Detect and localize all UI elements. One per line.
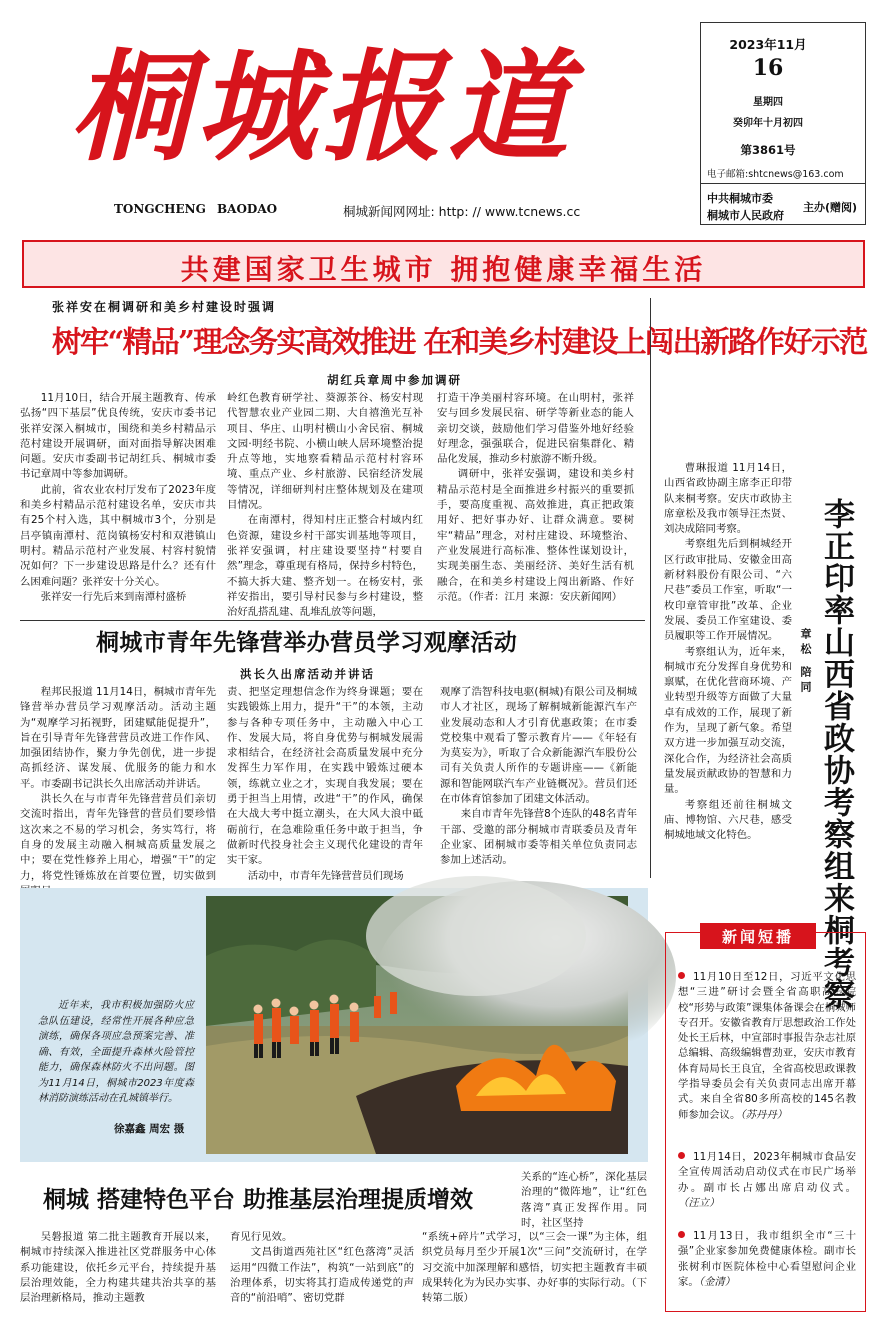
lead-column-2 [227,391,423,621]
youth-subhead: 洪长久出席活动并讲话 [240,667,375,681]
brief-2-author: （汪立） [678,1196,720,1209]
brief-1-text: 11月10日至12日，习近平文化思想“三进”研讨会暨全省高职高专院校“形势与政策”课集体备课会在桐城师专召开。安徽省教育厅思想政治工作处处长王后林，中宣部时事报告杂志社原总编辑、高级编辑曹劲亚，安庆市教育体育局局长王良宜，全省高校思政课教学指导委员会有关负责同志出席开幕式。来自全省80多所高校的145名教师参加会议。（苏丹丹） [678,971,856,1121]
masthead-pinyin-b: BAODAO [217,202,278,216]
lead-col1-para-2: 此前，省农业农村厅发布了2023年度和美乡村精品示范村建设名单，安庆市共有25个村入选，其中桐城市3个，分别是吕亭镇南潭村、范岗镇杨安村和双港镇山明村。精品示范村产业发展、村容村貌情况如何？下一步建设思路是什么？还有什么困难问题？张祥安十分关心。 [20,483,216,588]
sponsor-line-2: 桐城市人民政府 [707,209,784,222]
brief-item-2 [678,1150,856,1220]
youth-col3-para-2: 来自市青年先锋营8个连队的48名青年干部、受邀的部分桐城市青联委员及青年企业家、团桐城市委等相关单位负责同志参加上述活动。 [440,808,637,867]
youth-col1-para-2: 洪长久在与市青年先锋营营员们亲切交流时指出，青年先锋营的营员们要珍惜这次来之不易的学习机会，务实笃行，将自身的发展主动融入桐城高质量发展之中；要在党性修养上用心，增强“干”的定力，将党性锤炼放在首要位置，切实做到 [20,793,216,882]
grassroots-column-2 [230,1230,414,1310]
youth-headline: 桐城市青年先锋营举办营员学习观摩活动 [96,629,518,656]
lead-headline: 树牢“精品”理念务实高效推进 在和美乡村建设上闯出新路作好示范 [52,324,867,359]
grassroots-col3-para: “系统+碎片”式学习，以“三会一课”为主体，组织党员每月至少开展1次“三问”交流研讨，在学习交流中加深理解和感悟，切实把主题教育丰硕成果转化为为民办实事、办好事的实际行动。（下转第二版） [422,1231,647,1305]
lead-col1-para-3: 张祥安一行先后来到南潭村盛桥 [40,590,187,603]
issue-info-box [700,22,866,225]
brief-3-author: （金清） [698,1275,736,1288]
brief-3-text: 11月13日，我市组织全市“三十强”企业家参加免费健康体检。副市长张树利市医院体检中心看望慰问企业家。（金清） [678,1230,856,1288]
lead-col2-para-2: 在南潭村，得知村庄正整合村域内红色资源，建设乡村干部实训基地等项目，张祥安强调，村庄建设要坚持“村要自然”理念，尊重现有格局，保持乡村特色，不搞大拆大建、整齐划一。在杨安村，张祥安指出，要引导村民参与乡村建设，整治好乱搭乱建、乱堆乱放等问题， [227,514,423,619]
lead-column-1 [20,391,216,621]
side-para-2: 考察组先后到桐城经开区行政审批局、安徽金田高新材料股份有限公司、“六尺巷”委员工作室，听取“一枚印章管审批”改革、企业发展、委员工作室建设、委员履职等工作开展情况。 [664,538,792,643]
red-bullet-icon [678,1231,685,1238]
youth-col1-para-1: 程邦民报道 11月14日，桐城市青年先锋营举办营员学习观摩活动。活动主题为“观摩学习拓视野，团建赋能促提升”，旨在引导青年先锋营营员改进工作作风、加强团结协作，聚力争先创优，进一步提高抓经济、谋发展、优服务的能力和水平。市委副书记洪长久出席活动并讲话。 [20,686,217,790]
youth-column-3 [440,685,637,880]
lead-column-3 [437,391,634,621]
side-story-body [664,461,792,871]
grassroots-col2-para-2: 文昌街道西苑社区“红色落湾”灵活运用“四微工作法”，构筑“一站到底”的治理体系，切实将其打造成传递党的声音的“前沿哨”、密切党群 [230,1246,414,1305]
sponsor-tail: 主办(赠阅) [803,201,858,214]
issue-day: 16 [752,55,784,81]
grassroots-column-1 [20,1230,216,1310]
issue-email: 电子邮箱:shtcnews@163.com [707,169,844,180]
brief-2-text: 11月14日，2023年桐城市食品安全宣传周活动启动仪式在市民广场举办。副市长占娜出席启动仪式。（汪立） [678,1151,856,1209]
youth-col2-para-1: 责、把坚定理想信念作为终身课题；要在实践锻炼上用力，提升“干”的本领，主动参与各种专项任务中，主动融入中心工作、发展大局，将自身优势与桐城发展需求相结合，在经济社会高质量发展中充分发挥生力军作用，在实践中锻炼过硬本领，练就立业之才，实现自我发展；要在勇于担当上用情，改进“干”的作风，确保在大战大考中挺立潮头，在大风大浪中砥砺前行，在急难险重任务中敢于担当，争做新时代投身社会主义现代化建设的青年实干家。 [227,686,423,867]
lead-col2-para-1: 岭红色教育研学社、葵源茶谷、杨安村现代智慧农业产业园二期、大自禧渔光互补项目、华庄、山明村横山小舍民宿、桐城文园·明经书院、小横山峡人居环境整治提升点等地，实地察看精品示范村村容环境、重点产业、乡村旅游、民宿经济发展等情况，详细研判村庄整体规划及在建项目情况。 [227,392,423,512]
red-bullet-icon [678,1152,685,1159]
grassroots-column-right-top [521,1170,647,1232]
side-para-3: 考察组认为，近年来，桐城市充分发挥自身优势和禀赋，在优化营商环境、产业转型升级等方面做了大量卓有成效的工作，展现了新作为，呈现了新气象。希望双方进一步加强互动交流，深化合作，为经济社会高质量发展贡献政协的智慧和力量。 [664,645,792,796]
brief-item-1 [678,970,856,1140]
photo-caption-text: 近年来，我市积极加强防火应急队伍建设，经常性开展各种应急演练，确保各项应急预案完善、准确、有效，全面提升森林火险管控能力，确保森林防火不出问题。图为11月14日，桐城市2023年度森林消防演练活动在孔城镇举行。 [38,1000,194,1104]
issue-lunar: 癸卯年十月初四 [733,118,803,129]
issue-date: 2023年11月 [729,37,807,52]
youth-col2-para-2: 活动中，市青年先锋营营员们现场 [247,869,404,882]
grassroots-headline: 桐城 搭建特色平台 助推基层治理提质增效 [43,1186,474,1213]
side-headline: 李正印率山西省政协考察组来桐考察 [818,498,854,1010]
issue-weekday: 星期四 [753,97,783,108]
brief-1-author: （苏丹丹） [740,1108,788,1121]
photo-block [20,888,648,1162]
brief-item-3 [678,1229,856,1299]
issue-number: 第3861号 [740,143,796,157]
photo-caption [38,998,194,1138]
sponsor-line-1: 中共桐城市委 [707,192,773,205]
side-para-1: 曹琳报道 11月14日，山西省政协副主席李正印带队来桐考察。安庆市政协主席章松及我市领导汪杰贤、刘决成陪同考察。 [664,462,792,536]
lead-subhead: 胡红兵章周中参加调研 [327,373,462,387]
masthead-pinyin-a: TONGCHENG [114,202,206,216]
red-bullet-icon [678,972,685,979]
briefs-title: 新闻短播 [721,928,794,946]
briefs-title-tab [700,923,816,949]
grassroots-col1-para: 吴磐报道 第二批主题教育开展以来，桐城市持续深入推进社区党群服务中心体系功能建设，依托乡元平台，持续提升基层治理效能，全力构建共建共治共享的基层治理新格局，推动主题教 [20,1231,216,1305]
side-byline: 章松 陪同 [799,628,812,696]
banner-slogan: 共建国家卫生城市 拥抱健康幸福生活 [180,253,707,286]
grassroots-right-top-para: 关系的“连心桥”，深化基层治理的“微阵地”，让“红色落湾”真正发挥作用。同时，社区坚持 [521,1171,647,1229]
lead-col1-para-1: 11月10日，结合开展主题教育、传承弘扬“四下基层”优良传统，安庆市委书记张祥安深入桐城市，围绕和美乡村精品示范村建设开展调研，面对面指导解决困难问题。安庆市委副书记胡红兵、桐城市委书记章周中等参加调研。 [20,392,216,481]
grassroots-column-3 [422,1230,647,1310]
forest-fire-drill-photo [206,896,628,1154]
grassroots-col2-para-1: 育见行见效。 [230,1231,293,1243]
masthead-logo: 桐城报道 [70,37,574,178]
side-para-4: 考察组还前往桐城文庙、博物馆、六尺巷，感受桐城地域文化特色。 [664,798,792,842]
banner [22,240,865,288]
youth-column-2 [227,685,423,880]
lead-kicker: 张祥安在桐调研和美乡村建设时强调 [52,300,277,314]
masthead-website: 桐城新闻网网址: http: // www.tcnews.cc [343,204,581,219]
youth-column-1 [20,685,216,880]
photo-credit: 徐嘉鑫 周宏 摄 [114,1123,185,1135]
youth-col3-para-1: 观摩了浩智科技电驱(桐城)有限公司及桐城市人才社区，现场了解桐城新能源汽车产业发展动态和人才引育优惠政策；在市委党校集中观看了警示教育片——《年轻有为莫妄为》，听取了合众新能源汽车股份公司有关负责人所作的专题讲座——《新能源和智能网联汽车产业链概况》。营员们还在市体育馆参加了团建文体活动。 [440,686,637,806]
lead-col3-para-1: 打造干净美丽村容环境。在山明村，张祥安与回乡发展民宿、研学等新业态的能人亲切交谈，鼓励他们学习借鉴外地好经验好理念，强强联合，促进民宿集群化、精品化发展，推动乡村旅游不断升级。 [437,392,634,466]
lead-col3-para-2: 调研中，张祥安强调，建设和美乡村精品示范村是全面推进乡村振兴的重要抓手，要高度重视、高效推进，真正把政策用好、把好事办好、让群众满意。要树牢“精品”理念，对村庄建设、环境整治、产业发展进行高标准、整体性谋划设计，实现美丽生态、美丽经济、美好生活有机融合，在和美乡村建设上闯出新路、作好示范。（作者：江月 来源：安庆新闻网） [437,468,634,603]
